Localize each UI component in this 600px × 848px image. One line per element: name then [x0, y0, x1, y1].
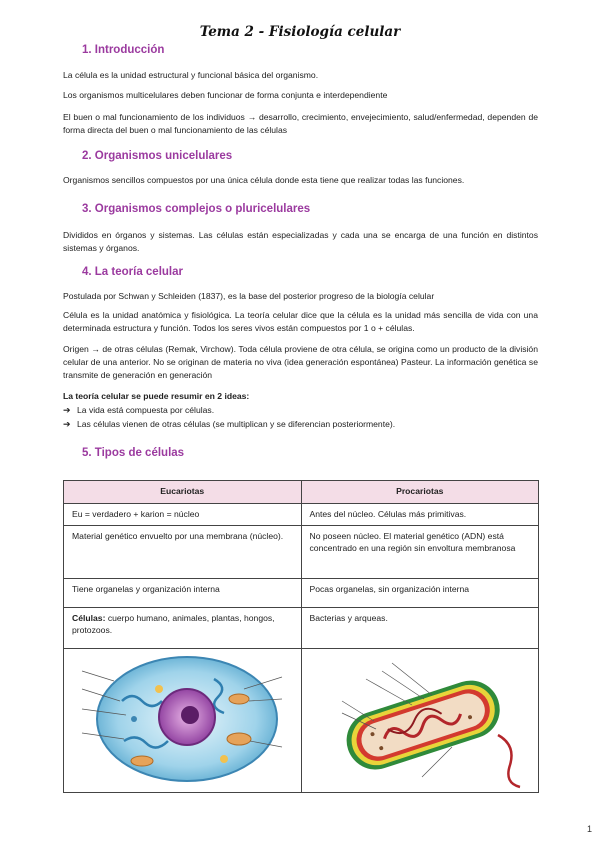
prokaryotic-cell-illustration	[302, 649, 538, 789]
paragraph: Célula es la unidad anatómica y fisiológica. La teoría celular dice que la célula es la unidad más sencilla de vida con una determinada estructura y función. Todos los seres vivos están compuestos por 1 o + células.	[63, 310, 538, 333]
table-cell: Bacterias y arqueas.	[301, 607, 539, 648]
table-cell: Tiene organelas y organización interna	[64, 578, 302, 607]
paragraph: Organismos sencillos compuestos por una única célula donde esta tiene que realizar todas las funciones.	[63, 175, 465, 185]
table-cell: Pocas organelas, sin organización interna	[301, 578, 539, 607]
cell-label: Células:	[72, 612, 106, 623]
list-item	[63, 404, 214, 417]
eukaryotic-cell-illustration	[64, 649, 300, 789]
table-row-images	[64, 648, 539, 793]
arrow-bullet-icon: ➔	[63, 405, 71, 415]
table-cell: No poseen núcleo. El material genético (ADN) está concentrado en una región sin envoltura membranosa	[301, 525, 539, 578]
ideas-title: La teoría celular se puede resumir en 2 ideas:	[63, 391, 250, 401]
table-row	[64, 504, 539, 526]
page-number: 1	[586, 824, 592, 834]
arrow-bullet-icon: ➔	[63, 419, 71, 429]
table-cell	[64, 607, 302, 648]
list-item	[63, 418, 395, 431]
page-title: Tema 2 - Fisiología celular	[199, 24, 401, 40]
list-item-text: La vida está compuesta por células.	[77, 405, 215, 415]
table-cell-image	[301, 648, 539, 793]
table-cell-image	[64, 648, 302, 793]
paragraph: Divididos en órganos y sistemas. Las células están especializadas y cada una se encarga de una función en distintos sistemas y órganos.	[63, 230, 538, 253]
paragraph: Origen → de otras células (Remak, Virchow). Toda célula proviene de otra célula, se origina como un producto de la división celular de una anterior. No se originan de materia no viva (idea generación espontánea) Pasteur. La información genética se transmite de generación en generación	[63, 344, 538, 380]
section-heading-unicelulares: 2. Organismos unicelulares	[82, 150, 233, 162]
column-header: Eucariotas	[64, 481, 302, 504]
paragraph: La célula es la unidad estructural y funcional básica del organismo.	[63, 70, 319, 80]
section-heading-pluricelulares: 3. Organismos complejos o pluricelulares	[82, 203, 311, 215]
table-row	[64, 525, 539, 578]
paragraph: El buen o mal funcionamiento de los individuos → desarrollo, crecimiento, envejecimiento, salud/enfermedad, dependen de forma directa del buen o mal funcionamiento de las células	[63, 112, 538, 135]
column-header: Procariotas	[301, 481, 539, 504]
table-row	[64, 607, 539, 648]
table-cell: Eu = verdadero + karion = núcleo	[64, 504, 302, 526]
cell-text: cuerpo humano, animales, plantas, hongos, protozoos.	[72, 612, 275, 635]
list-item-text: Las células vienen de otras células (se multiplican y se diferencian posteriormente).	[77, 419, 396, 429]
paragraph: Los organismos multicelulares deben funcionar de forma conjunta e interdependiente	[63, 90, 388, 100]
paragraph: Postulada por Schwan y Schleiden (1837), es la base del posterior progreso de la biología celular	[63, 291, 435, 301]
section-heading-intro: 1. Introducción	[82, 44, 165, 56]
table-cell: Material genético envuelto por una membrana (núcleo).	[64, 525, 302, 578]
cell-types-table	[63, 480, 539, 793]
table-header-row	[64, 481, 539, 504]
table-cell: Antes del núcleo. Células más primitivas.	[301, 504, 539, 526]
section-heading-teoria-celular: 4. La teoría celular	[82, 266, 183, 278]
section-heading-tipos-celulas: 5. Tipos de células	[82, 447, 185, 459]
table-row	[64, 578, 539, 607]
